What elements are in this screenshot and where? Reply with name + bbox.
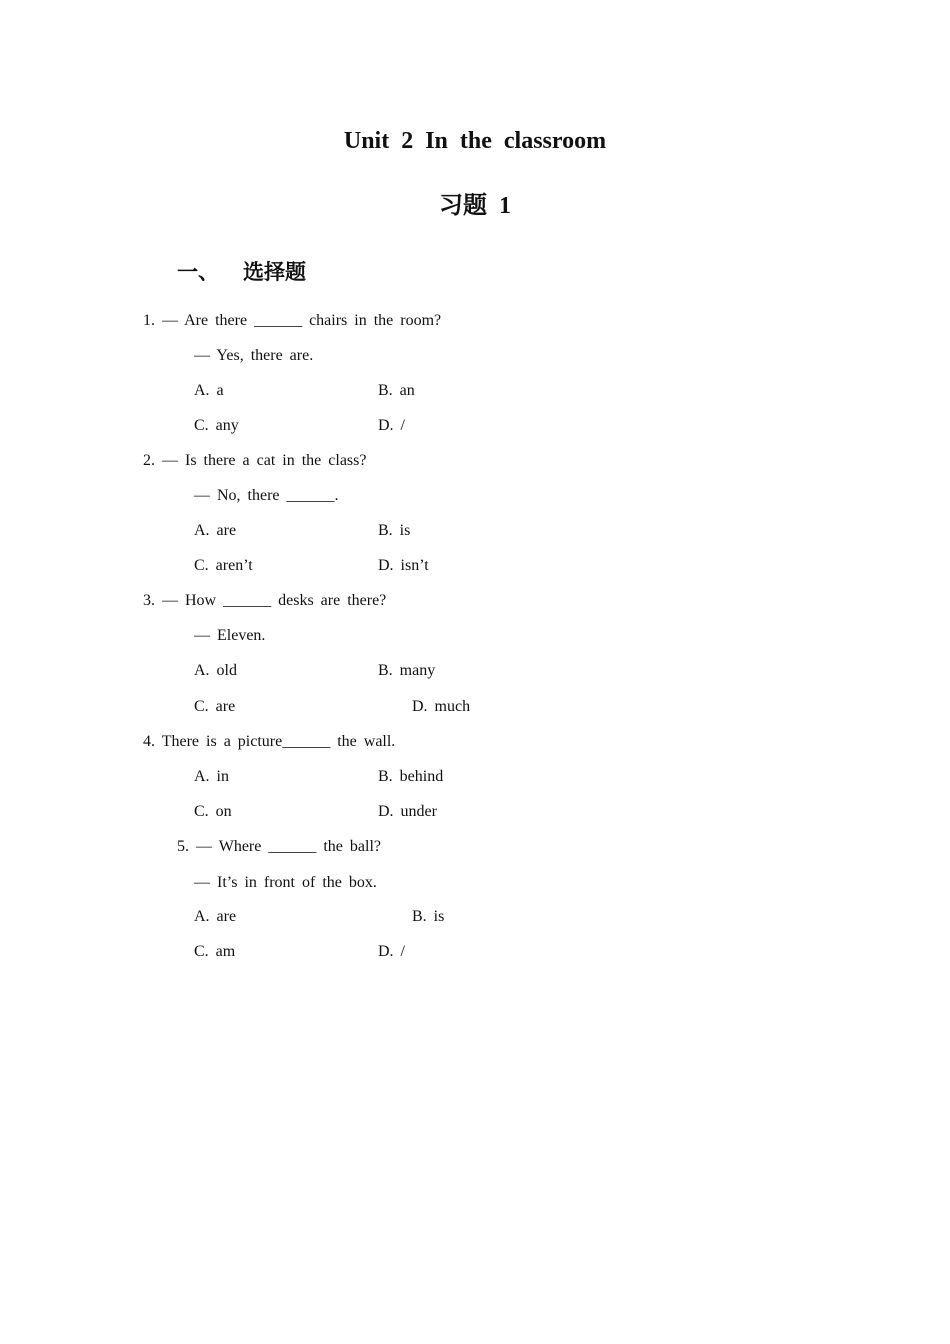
question-1-option-a: A. a [194, 382, 224, 399]
question-5-option-c: C. am [194, 943, 236, 960]
question-1-option-b: B. an [378, 382, 415, 399]
exercise-title: 习题 1 [439, 193, 511, 219]
question-4-option-b: B. behind [378, 768, 444, 785]
question-2-option-d: D. isn’t [378, 557, 429, 574]
question-1-reply: — Yes, there are. [194, 347, 314, 364]
question-3-stem: 3. — How ______ desks are there? [143, 592, 387, 609]
question-4-option-c: C. on [194, 803, 232, 820]
section-number: 一、 [177, 260, 219, 284]
question-2-option-b: B. is [378, 522, 411, 539]
question-5-option-a: A. are [194, 908, 237, 925]
question-3-reply: — Eleven. [194, 627, 266, 644]
question-2-option-a: A. are [194, 522, 237, 539]
question-3-option-a: A. old [194, 662, 237, 679]
question-3-option-b: B. many [378, 662, 436, 679]
question-3-option-d: D. much [412, 698, 471, 715]
section-title: 选择题 [243, 260, 306, 284]
question-1-stem: 1. — Are there ______ chairs in the room? [143, 312, 442, 329]
question-2-stem: 2. — Is there a cat in the class? [143, 452, 367, 469]
question-5-option-d: D. / [378, 943, 405, 960]
question-5-stem: 5. — Where ______ the ball? [177, 838, 381, 855]
question-2-reply: — No, there ______. [194, 487, 339, 504]
question-4-option-a: A. in [194, 768, 229, 785]
question-4-stem: 4. There is a picture______ the wall. [143, 733, 396, 750]
section-heading [177, 258, 306, 286]
question-4-option-d: D. under [378, 803, 437, 820]
question-1-option-c: C. any [194, 417, 239, 434]
question-5-option-b: B. is [412, 908, 445, 925]
question-3-option-c: C. are [194, 698, 236, 715]
unit-title: Unit 2 In the classroom [343, 128, 607, 154]
question-5-reply: — It’s in front of the box. [194, 874, 377, 891]
question-1-option-d: D. / [378, 417, 405, 434]
question-2-option-c: C. aren’t [194, 557, 253, 574]
